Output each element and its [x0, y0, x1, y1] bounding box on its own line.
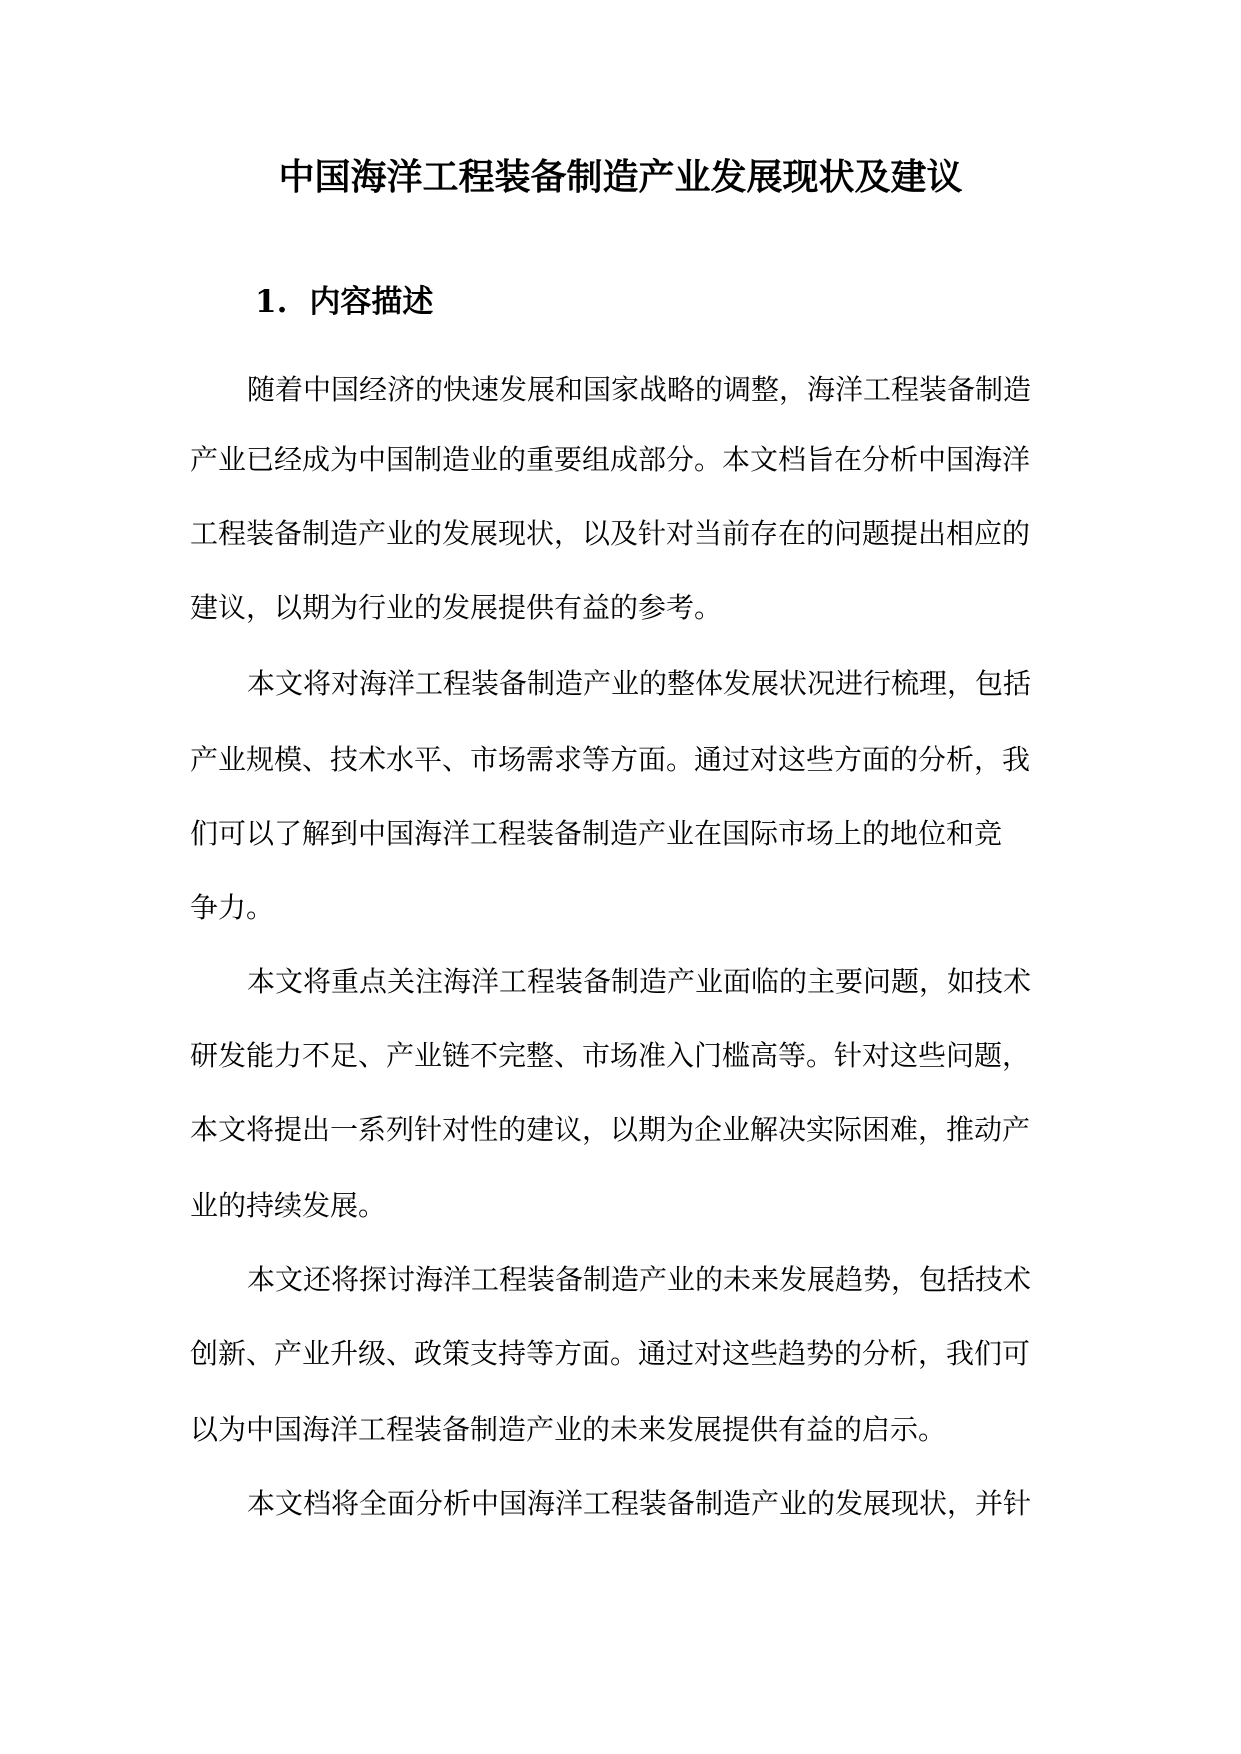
paragraph-4-line-3: 以为中国海洋工程装备制造产业的未来发展提供有益的启示。	[190, 1413, 947, 1446]
paragraph-3-line-3: 本文将提出一系列针对性的建议，以期为企业解决实际困难，推动产	[190, 1113, 1031, 1146]
paragraph-2-line-4: 争力。	[190, 891, 275, 924]
paragraph-1-line-4: 建议，以期为行业的发展提供有益的参考。	[190, 591, 723, 624]
section-heading	[255, 278, 433, 326]
paragraph-1-line-1: 随着中国经济的快速发展和国家战略的调整，海洋工程装备制造	[247, 373, 1032, 406]
paragraph-3-line-4: 业的持续发展。	[190, 1189, 387, 1222]
paragraph-1-line-2: 产业已经成为中国制造业的重要组成部分。本文档旨在分析中国海洋	[190, 443, 1031, 476]
paragraph-4-line-1: 本文还将探讨海洋工程装备制造产业的未来发展趋势，包括技术	[247, 1263, 1032, 1296]
paragraph-3-line-1: 本文将重点关注海洋工程装备制造产业面临的主要问题，如技术	[247, 965, 1032, 998]
paragraph-2-line-3: 们可以了解到中国海洋工程装备制造产业在国际市场上的地位和竞	[190, 817, 1003, 850]
paragraph-2-line-1: 本文将对海洋工程装备制造产业的整体发展状况进行梳理，包括	[247, 667, 1032, 700]
section-number: 1.	[255, 284, 288, 320]
paragraph-3-line-2: 研发能力不足、产业链不完整、市场准入门槛高等。针对这些问题，	[190, 1039, 1031, 1072]
paragraph-2-line-2: 产业规模、技术水平、市场需求等方面。通过对这些方面的分析，我	[190, 743, 1031, 776]
paragraph-1-line-3: 工程装备制造产业的发展现状，以及针对当前存在的问题提出相应的	[190, 517, 1031, 550]
document-title: 中国海洋工程装备制造产业发展现状及建议	[278, 156, 963, 198]
paragraph-5-line-1: 本文档将全面分析中国海洋工程装备制造产业的发展现状，并针	[247, 1487, 1032, 1520]
paragraph-4-line-2: 创新、产业升级、政策支持等方面。通过对这些趋势的分析，我们可	[190, 1337, 1031, 1370]
section-title: 内容描述	[309, 284, 434, 320]
